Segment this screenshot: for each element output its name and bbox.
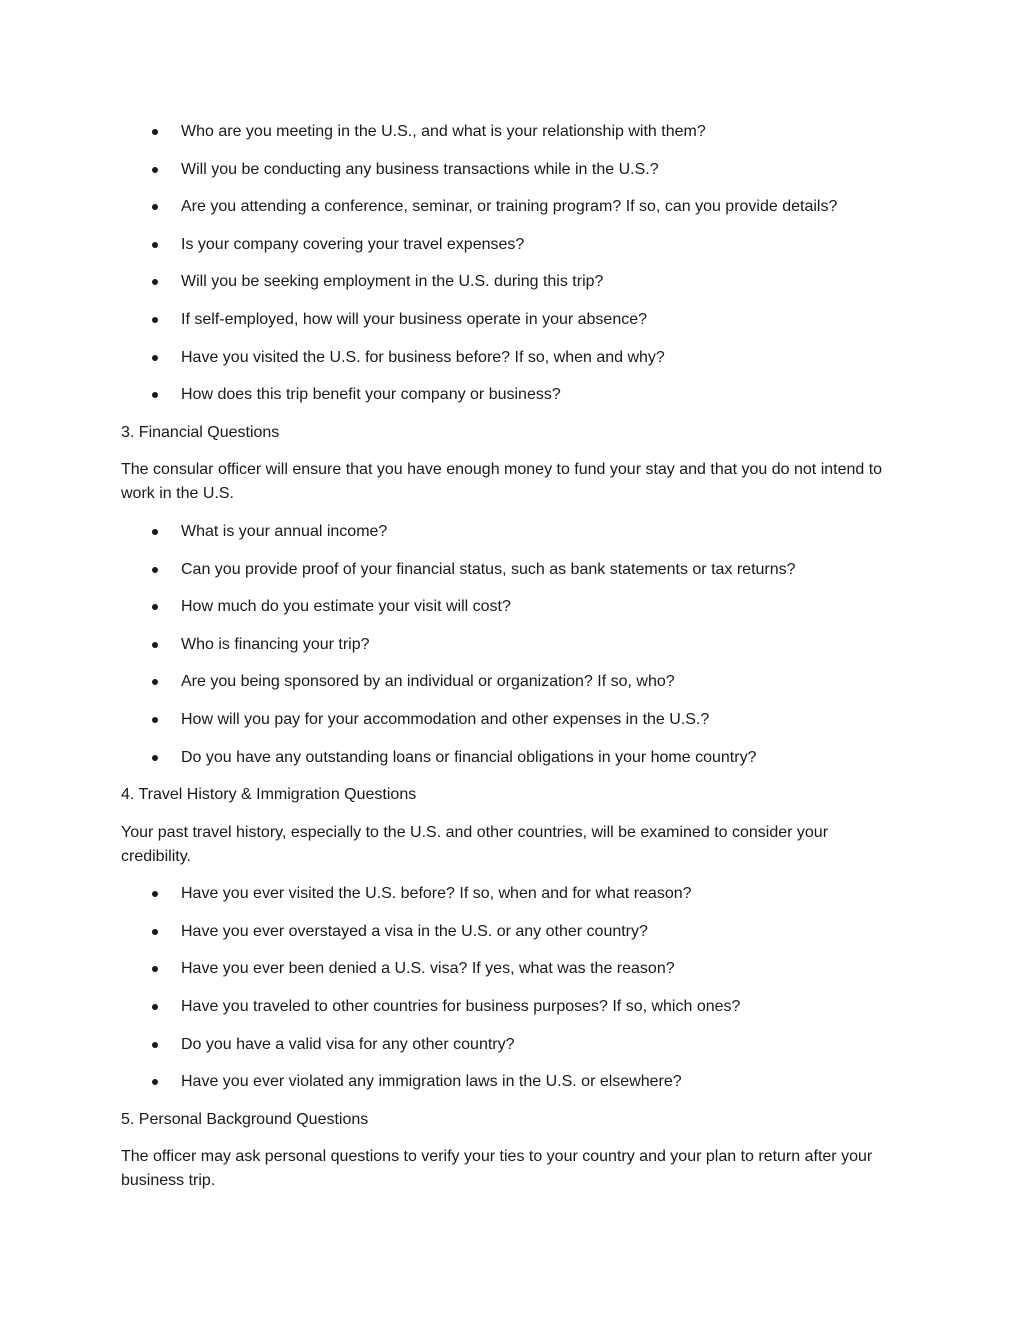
section-intro-personal-background: The officer may ask personal questions to verify your ties to your country and your plan to return after your business trip. bbox=[121, 1148, 873, 1190]
bullet-icon bbox=[152, 755, 158, 761]
bullet-icon bbox=[152, 1042, 158, 1048]
list-item: Are you being sponsored by an individual or organization? If so, who? bbox=[121, 670, 891, 694]
section-heading-travel-history: 4. Travel History & Immigration Questions bbox=[121, 786, 417, 804]
bullet-icon bbox=[152, 642, 158, 648]
list-item: Have you traveled to other countries for business purposes? If so, which ones? bbox=[121, 995, 891, 1019]
list-item: Do you have a valid visa for any other country? bbox=[121, 1033, 891, 1057]
bullet-icon bbox=[152, 279, 158, 285]
bullet-icon bbox=[152, 355, 158, 361]
bullet-icon bbox=[152, 317, 158, 323]
bullet-icon bbox=[152, 604, 158, 610]
bullet-icon bbox=[152, 966, 158, 972]
list-item: How does this trip benefit your company or business? bbox=[121, 383, 891, 407]
list-item: Have you ever visited the U.S. before? If so, when and for what reason? bbox=[121, 882, 891, 906]
bullet-icon bbox=[152, 392, 158, 398]
list-item: Can you provide proof of your financial status, such as bank statements or tax returns? bbox=[121, 558, 891, 582]
list-item: Have you visited the U.S. for business before? If so, when and why? bbox=[121, 346, 891, 370]
bullet-icon bbox=[152, 679, 158, 685]
list-item: How will you pay for your accommodation and other expenses in the U.S.? bbox=[121, 708, 891, 732]
section-heading-financial: 3. Financial Questions bbox=[121, 423, 280, 441]
list-item: Is your company covering your travel expenses? bbox=[121, 233, 891, 257]
bullet-icon bbox=[152, 529, 158, 535]
list-item: Have you ever overstayed a visa in the U.S. or any other country? bbox=[121, 920, 891, 944]
bullet-icon bbox=[152, 929, 158, 935]
list-item: Will you be seeking employment in the U.S. during this trip? bbox=[121, 270, 891, 294]
list-item: Have you ever been denied a U.S. visa? If yes, what was the reason? bbox=[121, 957, 891, 981]
list-item: Are you attending a conference, seminar, or training program? If so, can you provide details? bbox=[121, 195, 891, 219]
bullet-icon bbox=[152, 167, 158, 173]
list-item: Have you ever violated any immigration laws in the U.S. or elsewhere? bbox=[121, 1070, 891, 1094]
bullet-icon bbox=[152, 204, 158, 210]
list-item: Will you be conducting any business transactions while in the U.S.? bbox=[121, 158, 891, 182]
list-item: Who are you meeting in the U.S., and what is your relationship with them? bbox=[121, 120, 891, 144]
bullet-icon bbox=[152, 1004, 158, 1010]
section-intro-travel-history: Your past travel history, especially to the U.S. and other countries, will be examined to consider your credibility. bbox=[121, 823, 829, 865]
list-item: How much do you estimate your visit will cost? bbox=[121, 595, 891, 619]
bullet-icon bbox=[152, 1079, 158, 1085]
document-page bbox=[121, 120, 891, 1207]
bullet-icon bbox=[152, 567, 158, 573]
bullet-icon bbox=[152, 891, 158, 897]
bullet-icon bbox=[152, 129, 158, 135]
bullet-icon bbox=[152, 717, 158, 723]
travel-history-questions-list bbox=[121, 882, 891, 1094]
bullet-icon bbox=[152, 242, 158, 248]
list-item: Who is financing your trip? bbox=[121, 633, 891, 657]
section-intro-financial: The consular officer will ensure that you have enough money to fund your stay and that you do not intend to work in the U.S. bbox=[121, 461, 883, 503]
business-questions-list bbox=[121, 120, 891, 407]
financial-questions-list bbox=[121, 520, 891, 770]
list-item: What is your annual income? bbox=[121, 520, 891, 544]
list-item: If self-employed, how will your business operate in your absence? bbox=[121, 308, 891, 332]
section-heading-personal-background: 5. Personal Background Questions bbox=[121, 1110, 369, 1128]
list-item: Do you have any outstanding loans or financial obligations in your home country? bbox=[121, 746, 891, 770]
